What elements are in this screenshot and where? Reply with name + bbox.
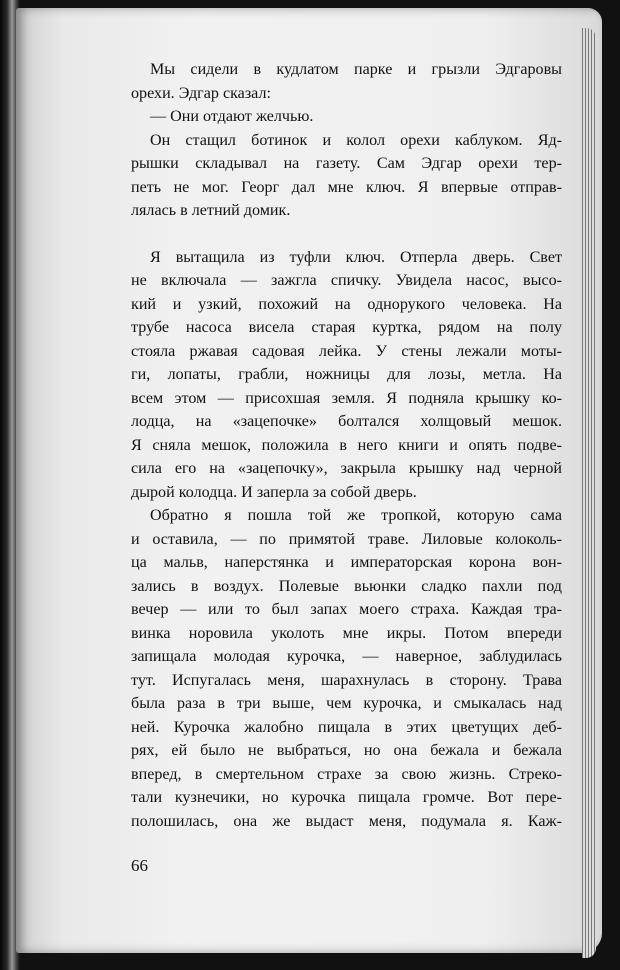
text-line: лодца, на «зацепочке» болтался холщовый мешок. xyxy=(131,413,562,430)
text-line: ги, лопаты, грабли, ножницы для лозы, метла. На xyxy=(131,366,562,383)
text-line: вперед, в смертельном страхе за свою жизнь. Стреко- xyxy=(131,765,562,783)
text-line: рышки складывал на газету. Сам Эдгар орехи тер- xyxy=(131,155,562,172)
text-line: лялась в летний домик. xyxy=(131,202,291,219)
text-line: ца мальв, наперстянка и императорская корона вон- xyxy=(131,554,562,571)
text-line: кий и узкий, похожий на однорукого человека. На xyxy=(131,295,562,313)
text-line: петь не мог. Георг дал мне ключ. Я впервые отправ- xyxy=(131,178,562,196)
text-line: Он стащил ботинок и колол орехи каблуком. Яд- xyxy=(150,131,562,149)
page-number: 66 xyxy=(131,856,148,875)
paragraph-gap xyxy=(131,223,562,246)
text-line: — Они отдают желчью. xyxy=(150,108,314,125)
text-line: не включала — зажгла спичку. Увидела насос, высо- xyxy=(131,272,562,289)
page-edges xyxy=(582,28,596,958)
text-line: ней. Курочка жалобно пищала в этих цветущих деб- xyxy=(131,718,562,736)
text-line: зались в воздух. Полевые вьюнки сладко пахли под xyxy=(131,577,562,595)
text-line: Я сняла мешок, положила в него книги и опять подве- xyxy=(131,436,562,454)
text-line: стояла ржавая садовая лейка. У стены лежали моты- xyxy=(131,342,562,360)
text-line: Мы сидели в кудлатом парке и грызли Эдгаровы xyxy=(150,61,562,78)
text-line: рях, ей было не выбраться, но она бежала и бежала xyxy=(131,742,562,759)
text-line: трубе насоса висела старая куртка, рядом на полу xyxy=(131,319,562,336)
text-line: дырой колодца. И заперла за собой дверь. xyxy=(131,483,417,501)
text-line: всем этом — присохшая земля. Я подняла крышку ко- xyxy=(131,389,562,407)
text-line: запищала молодая курочка, — наверное, заблудилась xyxy=(131,648,562,665)
text-line: и оставила, — по примятой траве. Лиловые колоколь- xyxy=(131,530,562,548)
text-line: орехи. Эдгар сказал: xyxy=(131,84,271,102)
text-line: винка норовила уколоть мне икры. Потом впереди xyxy=(131,624,562,642)
text-line: была раза в три выше, чем курочка, и смыкалась над xyxy=(131,695,562,712)
body-text xyxy=(131,58,562,833)
text-line: тали кузнечики, но курочка пищала громче. Вот пере- xyxy=(131,789,562,806)
text-line: Я вытащила из туфли ключ. Отперла дверь. Свет xyxy=(150,248,562,266)
text-line: вечер — или то был запах моего страха. Каждая тра- xyxy=(131,601,562,618)
text-line: полошилась, она же выдаст меня, подумала я. Каж- xyxy=(131,812,562,830)
text-line: тут. Испугалась меня, шарахнулась в сторону. Трава xyxy=(131,671,562,689)
text-line: Обратно я пошла той же тропкой, которую сама xyxy=(150,507,562,524)
text-line: сила его на «зацепочку», закрыла крышку над черной xyxy=(131,460,562,477)
